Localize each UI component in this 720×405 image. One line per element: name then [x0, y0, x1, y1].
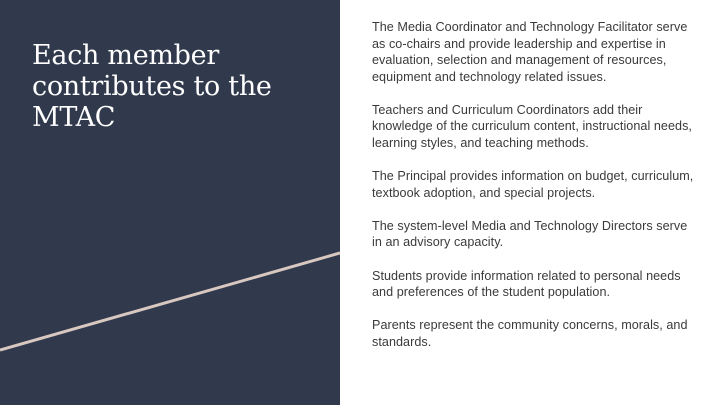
paragraph-directors: The system-level Media and Technology Directors serve in an advisory capacity. — [372, 218, 688, 250]
paragraph-teachers: Teachers and Curriculum Coordinators add their knowledge of the curriculum content, instructional needs, learning styles, and teaching methods. — [372, 102, 692, 151]
body-text — [372, 19, 694, 367]
slide-title: Each member contributes to the MTAC — [32, 40, 272, 133]
title-panel — [0, 0, 340, 405]
paragraph-students: Students provide information related to personal needs and preferences of the student population. — [372, 268, 681, 300]
paragraph-principal: The Principal provides information on budget, curriculum, textbook adoption, and special projects. — [372, 169, 694, 200]
paragraph-media-coordinator: The Media Coordinator and Technology Facilitator serve as co-chairs and provide leadership and expertise in evaluation, selection and management of resources, equipment and technology related issues. — [372, 20, 688, 84]
paragraph-parents: Parents represent the community concerns, morals, and standards. — [372, 318, 688, 349]
